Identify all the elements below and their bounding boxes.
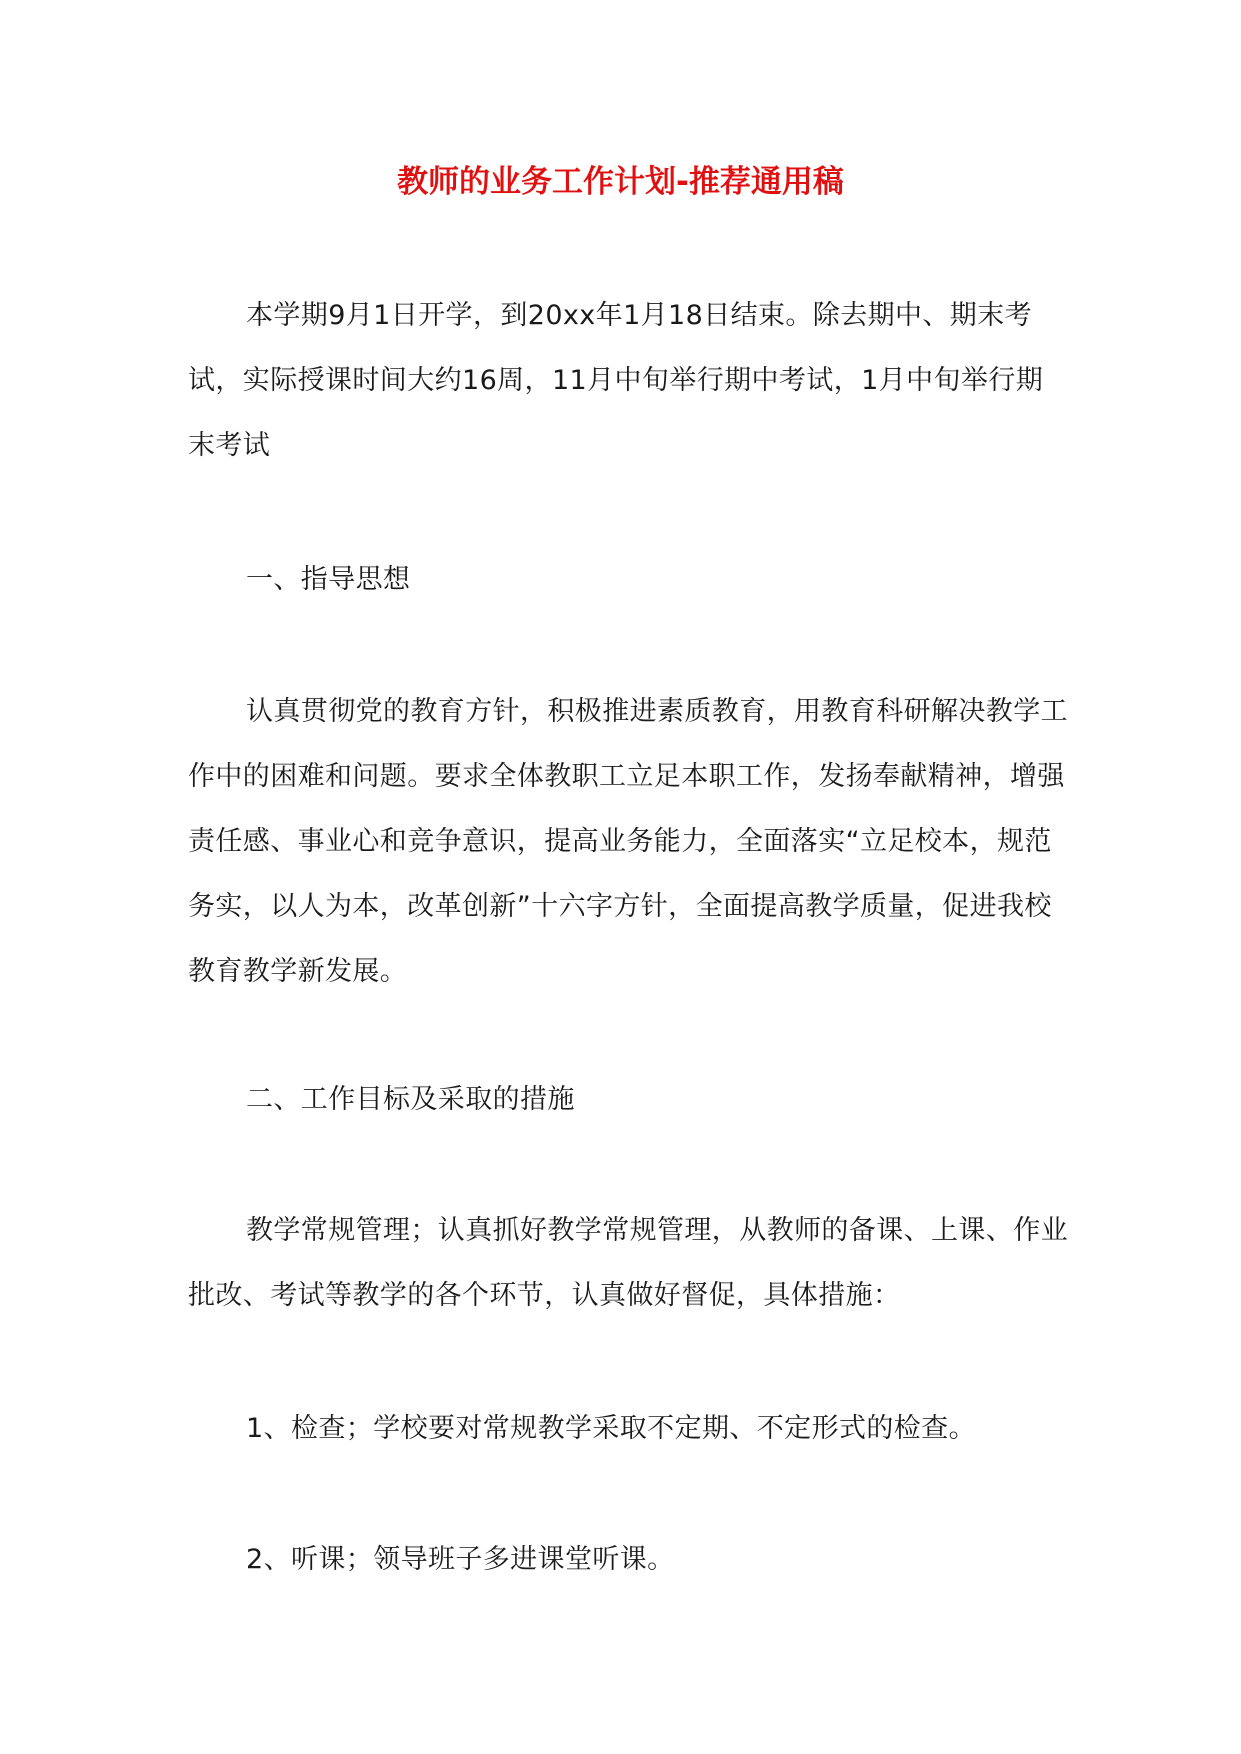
section-heading-goals-measures: 二、工作目标及采取的措施 bbox=[246, 1084, 575, 1115]
section-heading-guiding-thought: 一、指导思想 bbox=[246, 564, 411, 595]
routine-management-paragraph: 教学常规管理；认真抓好教学常规管理，从教师的备课、上课、作业批改、考试等教学的各个环节，认真做好督促，具体措施： bbox=[188, 1215, 1068, 1311]
measure-item-inspection: 1、检查；学校要对常规教学采取不定期、不定形式的检查。 bbox=[246, 1413, 976, 1444]
guiding-thought-paragraph: 认真贯彻党的教育方针，积极推进素质教育，用教育科研解决教学工作中的困难和问题。要求全体教职工立足本职工作，发扬奉献精神，增强责任感、事业心和竞争意识，提高业务能力，全面落实“立足校本，规范务实，以人为本，改革创新”十六字方针，全面提高教学质量，促进我校教育教学新发展。 bbox=[188, 696, 1068, 987]
intro-paragraph: 本学期9月1日开学，到20xx年1月18日结束。除去期中、期末考试，实际授课时间大约16周，11月中旬举行期中考试，1月中旬举行期末考试 bbox=[188, 300, 1044, 461]
document-title: 教师的业务工作计划-推荐通用稿 bbox=[397, 164, 844, 200]
measure-item-lesson-observation: 2、听课；领导班子多进课堂听课。 bbox=[246, 1544, 675, 1575]
